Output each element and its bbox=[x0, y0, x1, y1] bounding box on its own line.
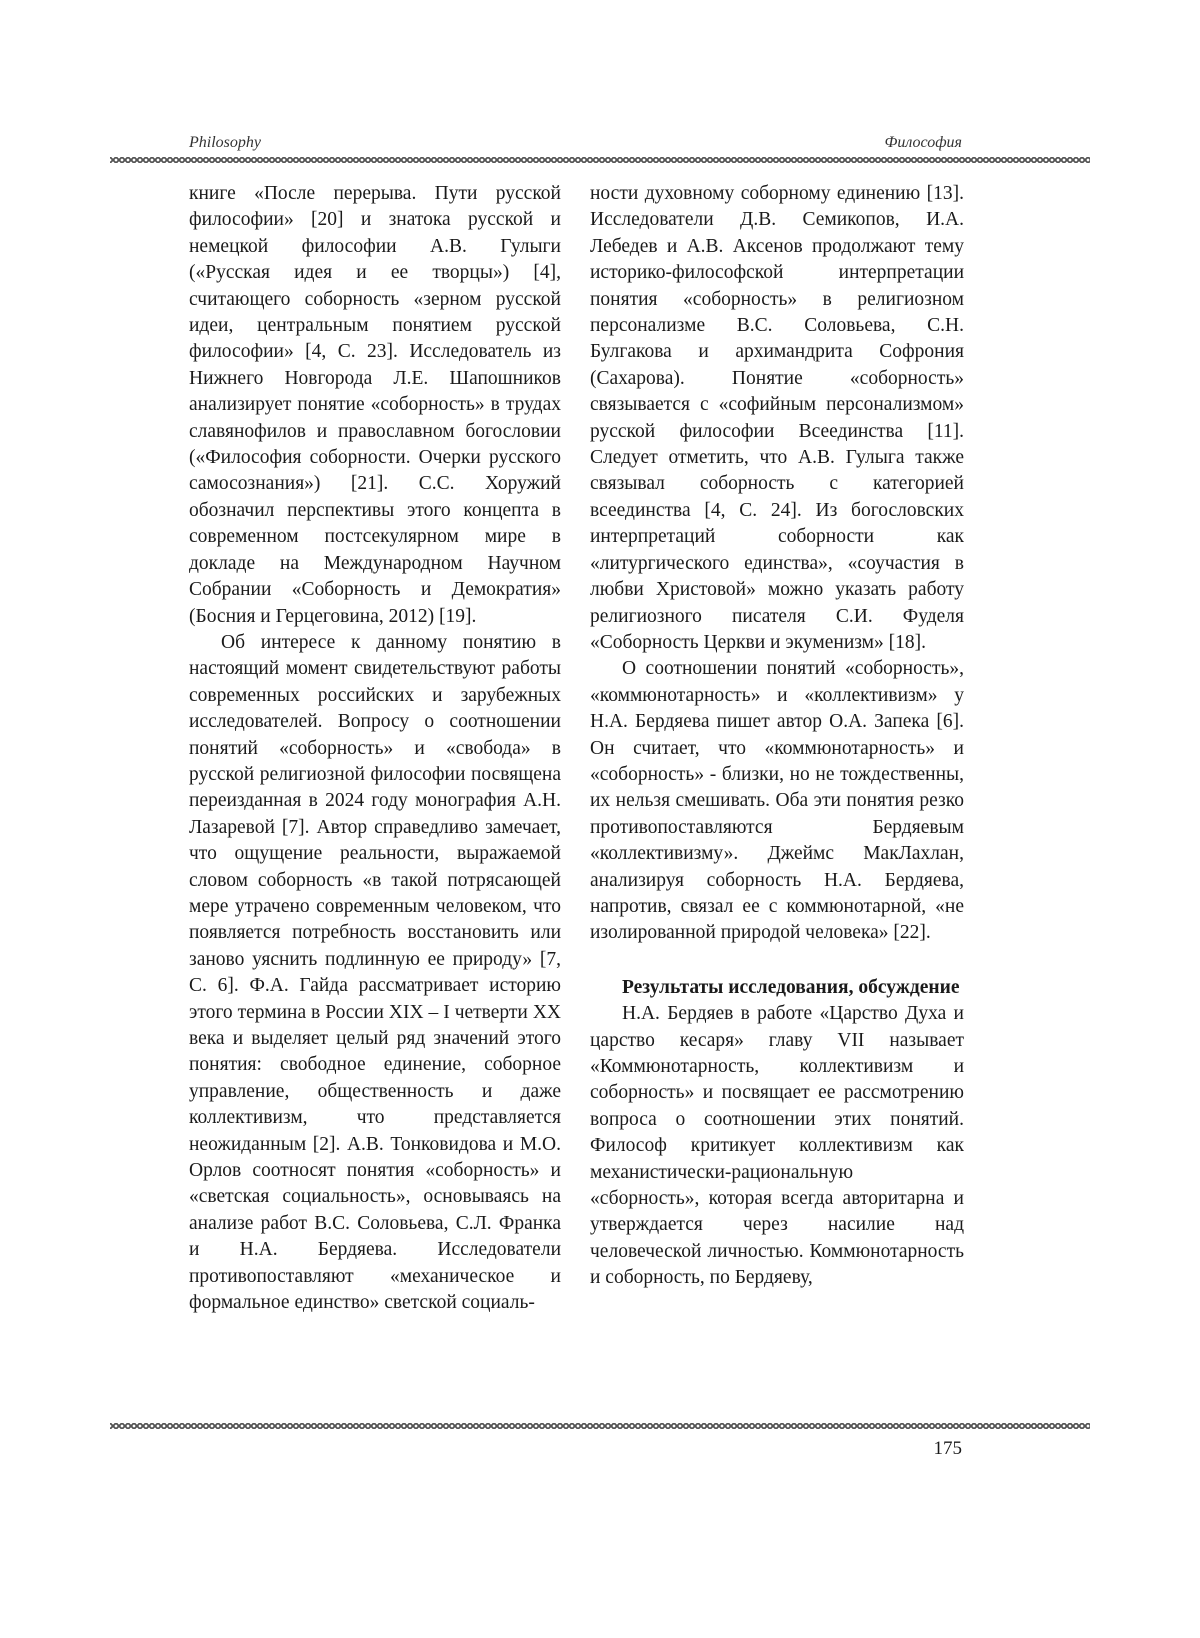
top-ornament-divider bbox=[110, 157, 1090, 163]
bottom-ornament-divider bbox=[110, 1423, 1090, 1429]
section-heading: Результаты исследования, обсуждение bbox=[622, 976, 960, 998]
right-paragraph-2: О соотношении понятий «соборность», «коммюнотарность» и «коллективизм» у Н.А. Бердяева пишет автор О.А. Запека [6]. Он считает, что «коммюнотарность» и «соборность» - близки, но не тождественны, их нельзя смешивать. Оба эти понятия резко противопоставляются Бердяевым «коллективизму». Джеймс МакЛахлан, анализируя соборность Н.А. Бердяева, напротив, связал ее с коммюнотарной, «не изолированной природой человека» [22]. bbox=[590, 658, 964, 944]
right-column bbox=[590, 181, 964, 1292]
left-paragraph-1: книге «После перерыва. Пути русской философии» [20] и знатока русской и немецкой философии А.В. Гулыги («Русская идея и ее творцы») [4], считающего соборность «зерном русской идеи, центральным понятием русской философии» [4, С. 23]. Исследователь из Нижнего Новгорода Л.Е. Шапошников анализирует понятие «соборность» в трудах славянофилов и православном богословии («Философия соборности. Очерки русского самосознания») [21]. С.С. Хоружий обозначил перспективы этого концепта в современном постсекулярном мире в докладе на Международном Научном Собрании «Соборность и Демократия» (Босния и Герцеговина, 2012) [19]. bbox=[189, 183, 561, 627]
running-header-right: Философия bbox=[884, 134, 962, 151]
running-header-left: Philosophy bbox=[189, 134, 261, 151]
left-paragraph-2: Об интересе к данному понятию в настоящий момент свидетельствуют работы современных российских и зарубежных исследователей. Вопросу о соотношении понятий «соборность» и «свобода» в русской религиозной философии посвящена переизданная в 2024 году монография А.Н. Лазаревой [7]. Автор справедливо замечает, что ощущение реальности, выражаемой словом соборность «в такой потрясающей мере утрачено современным человеком, что появляется потребность восстановить или заново уяснить подлинную ее природу» [7, С. 6]. Ф.А. Гайда рассматривает историю этого термина в России XIX – I четверти XX века и выделяет целый ряд значений этого понятия: свободное единение, соборное управление, общественность и даже коллективизм, что представляется неожиданным [2]. А.В. Тонковидова и М.О. Орлов соотносят понятия «соборность» и «светская социальность», основываясь на анализе работ В.С. Соловьева, С.Л. Франка и Н.А. Бердяева. Исследователи противопоставляют «механическое и формальное единство» светской социаль- bbox=[189, 631, 561, 1314]
page-number: 175 bbox=[933, 1438, 962, 1459]
right-paragraph-3: Н.А. Бердяев в работе «Царство Духа и царство кесаря» главу VII называет «Коммюнотарность, коллективизм и соборность» и посвящает ее рассмотрению вопроса о соотношении этих понятий. Философ критикует коллективизм как механистически-рациональную «сборность», которая всегда авторитарна и утверждается через насилие над человеческой личностью. Коммюнотарность и соборность, по Бердяеву, bbox=[590, 1003, 964, 1289]
right-paragraph-1: ности духовному соборному единению [13]. Исследователи Д.В. Семикопов, И.А. Лебедев и А.В. Аксенов продолжают тему историко-философской интерпретации понятия «соборность» в религиозном персонализме В.С. Соловьева, С.Н. Булгакова и архимандрита Софрония (Сахарова). Понятие «соборность» связывается с «софийным персонализмом» русской философии Всеединства [11]. Следует отметить, что А.В. Гулыга также связывал соборность с категорией всеединства [4, С. 24]. Из богословских интерпретаций соборности как «литургического единства», «соучастия в любви Христовой» можно указать работу религиозного писателя С.И. Фуделя «Соборность Церкви и экуменизм» [18]. bbox=[590, 183, 964, 653]
left-column bbox=[189, 181, 561, 1316]
